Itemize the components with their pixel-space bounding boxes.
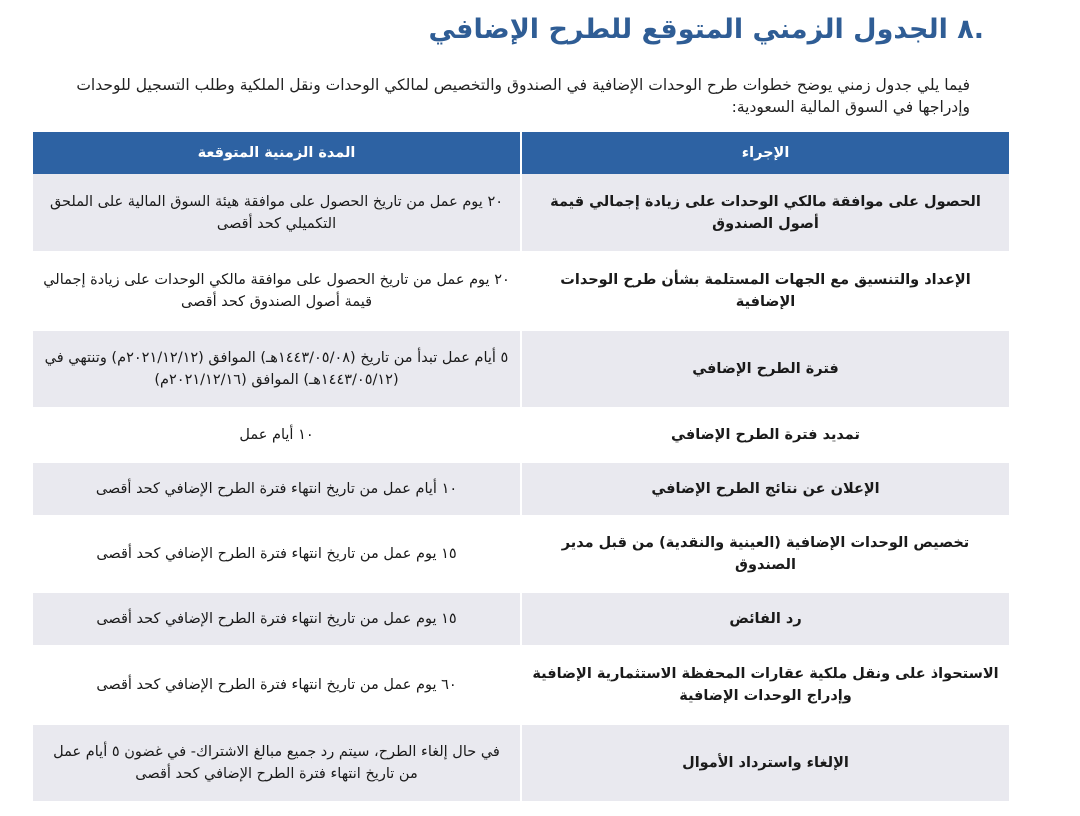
intro-paragraph: فيما يلي جدول زمني يوضح خطوات طرح الوحدات الإضافية في الصندوق والتخصيص لمالكي الوحدات ونقل الملكية وطلب التسجيل للوحدات وإدراجها في السوق المالية السعودية: xyxy=(76,76,970,116)
table-header-row xyxy=(33,132,1009,174)
table-row xyxy=(33,724,1009,802)
table-row xyxy=(33,252,1009,330)
row-action: الاستحواذ على ونقل ملكية عقارات المحفظة الاستثمارية الإضافية وإدراج الوحدات الإضافية xyxy=(521,646,1009,724)
section-title xyxy=(428,14,984,45)
row-duration: ١٥ يوم عمل من تاريخ انتهاء فترة الطرح الإضافي كحد أقصى xyxy=(33,592,521,646)
table-row xyxy=(33,330,1009,408)
table-row xyxy=(33,462,1009,516)
timeline-table xyxy=(33,132,1009,803)
row-duration: ١٠ أيام عمل xyxy=(33,408,521,462)
table-row xyxy=(33,408,1009,462)
row-action: تخصيص الوحدات الإضافية (العينية والنقدية) من قبل مدير الصندوق xyxy=(521,516,1009,592)
row-action: الإلغاء واسترداد الأموال xyxy=(521,724,1009,802)
header-action: الإجراء xyxy=(521,132,1009,174)
section-title-text: الجدول الزمني المتوقع للطرح الإضافي xyxy=(428,14,948,45)
row-duration: ١٠ أيام عمل من تاريخ انتهاء فترة الطرح الإضافي كحد أقصى xyxy=(33,462,521,516)
row-action: الحصول على موافقة مالكي الوحدات على زيادة إجمالي قيمة أصول الصندوق xyxy=(521,174,1009,252)
table-row xyxy=(33,646,1009,724)
row-duration: ١٥ يوم عمل من تاريخ انتهاء فترة الطرح الإضافي كحد أقصى xyxy=(33,516,521,592)
table-row xyxy=(33,174,1009,252)
row-duration: ٢٠ يوم عمل من تاريخ الحصول على موافقة مالكي الوحدات على زيادة إجمالي قيمة أصول الصندوق كحد أقصى xyxy=(33,252,521,330)
row-duration: ٢٠ يوم عمل من تاريخ الحصول على موافقة هيئة السوق المالية على الملحق التكميلي كحد أقصى xyxy=(33,174,521,252)
row-action: الإعداد والتنسيق مع الجهات المستلمة بشأن طرح الوحدات الإضافية xyxy=(521,252,1009,330)
table-row xyxy=(33,516,1009,592)
row-duration: ٦٠ يوم عمل من تاريخ انتهاء فترة الطرح الإضافي كحد أقصى xyxy=(33,646,521,724)
row-action: تمديد فترة الطرح الإضافي xyxy=(521,408,1009,462)
row-action: الإعلان عن نتائج الطرح الإضافي xyxy=(521,462,1009,516)
row-action: فترة الطرح الإضافي xyxy=(521,330,1009,408)
row-duration: ٥ أيام عمل تبدأ من تاريخ (١٤٤٣/٠٥/٠٨هـ) الموافق (٢٠٢١/١٢/١٢م) وتنتهي في (١٤٤٣/٠٥/١٢هـ) الموافق (٢٠٢١/١٢/١٦م) xyxy=(33,330,521,408)
row-action: رد الفائض xyxy=(521,592,1009,646)
section-number: .٨ xyxy=(957,14,984,45)
header-duration: المدة الزمنية المتوقعة xyxy=(33,132,521,174)
table-row xyxy=(33,592,1009,646)
row-duration: في حال إلغاء الطرح، سيتم رد جميع مبالغ الاشتراك- في غضون ٥ أيام عمل من تاريخ انتهاء فترة الطرح الإضافي كحد أقصى xyxy=(33,724,521,802)
